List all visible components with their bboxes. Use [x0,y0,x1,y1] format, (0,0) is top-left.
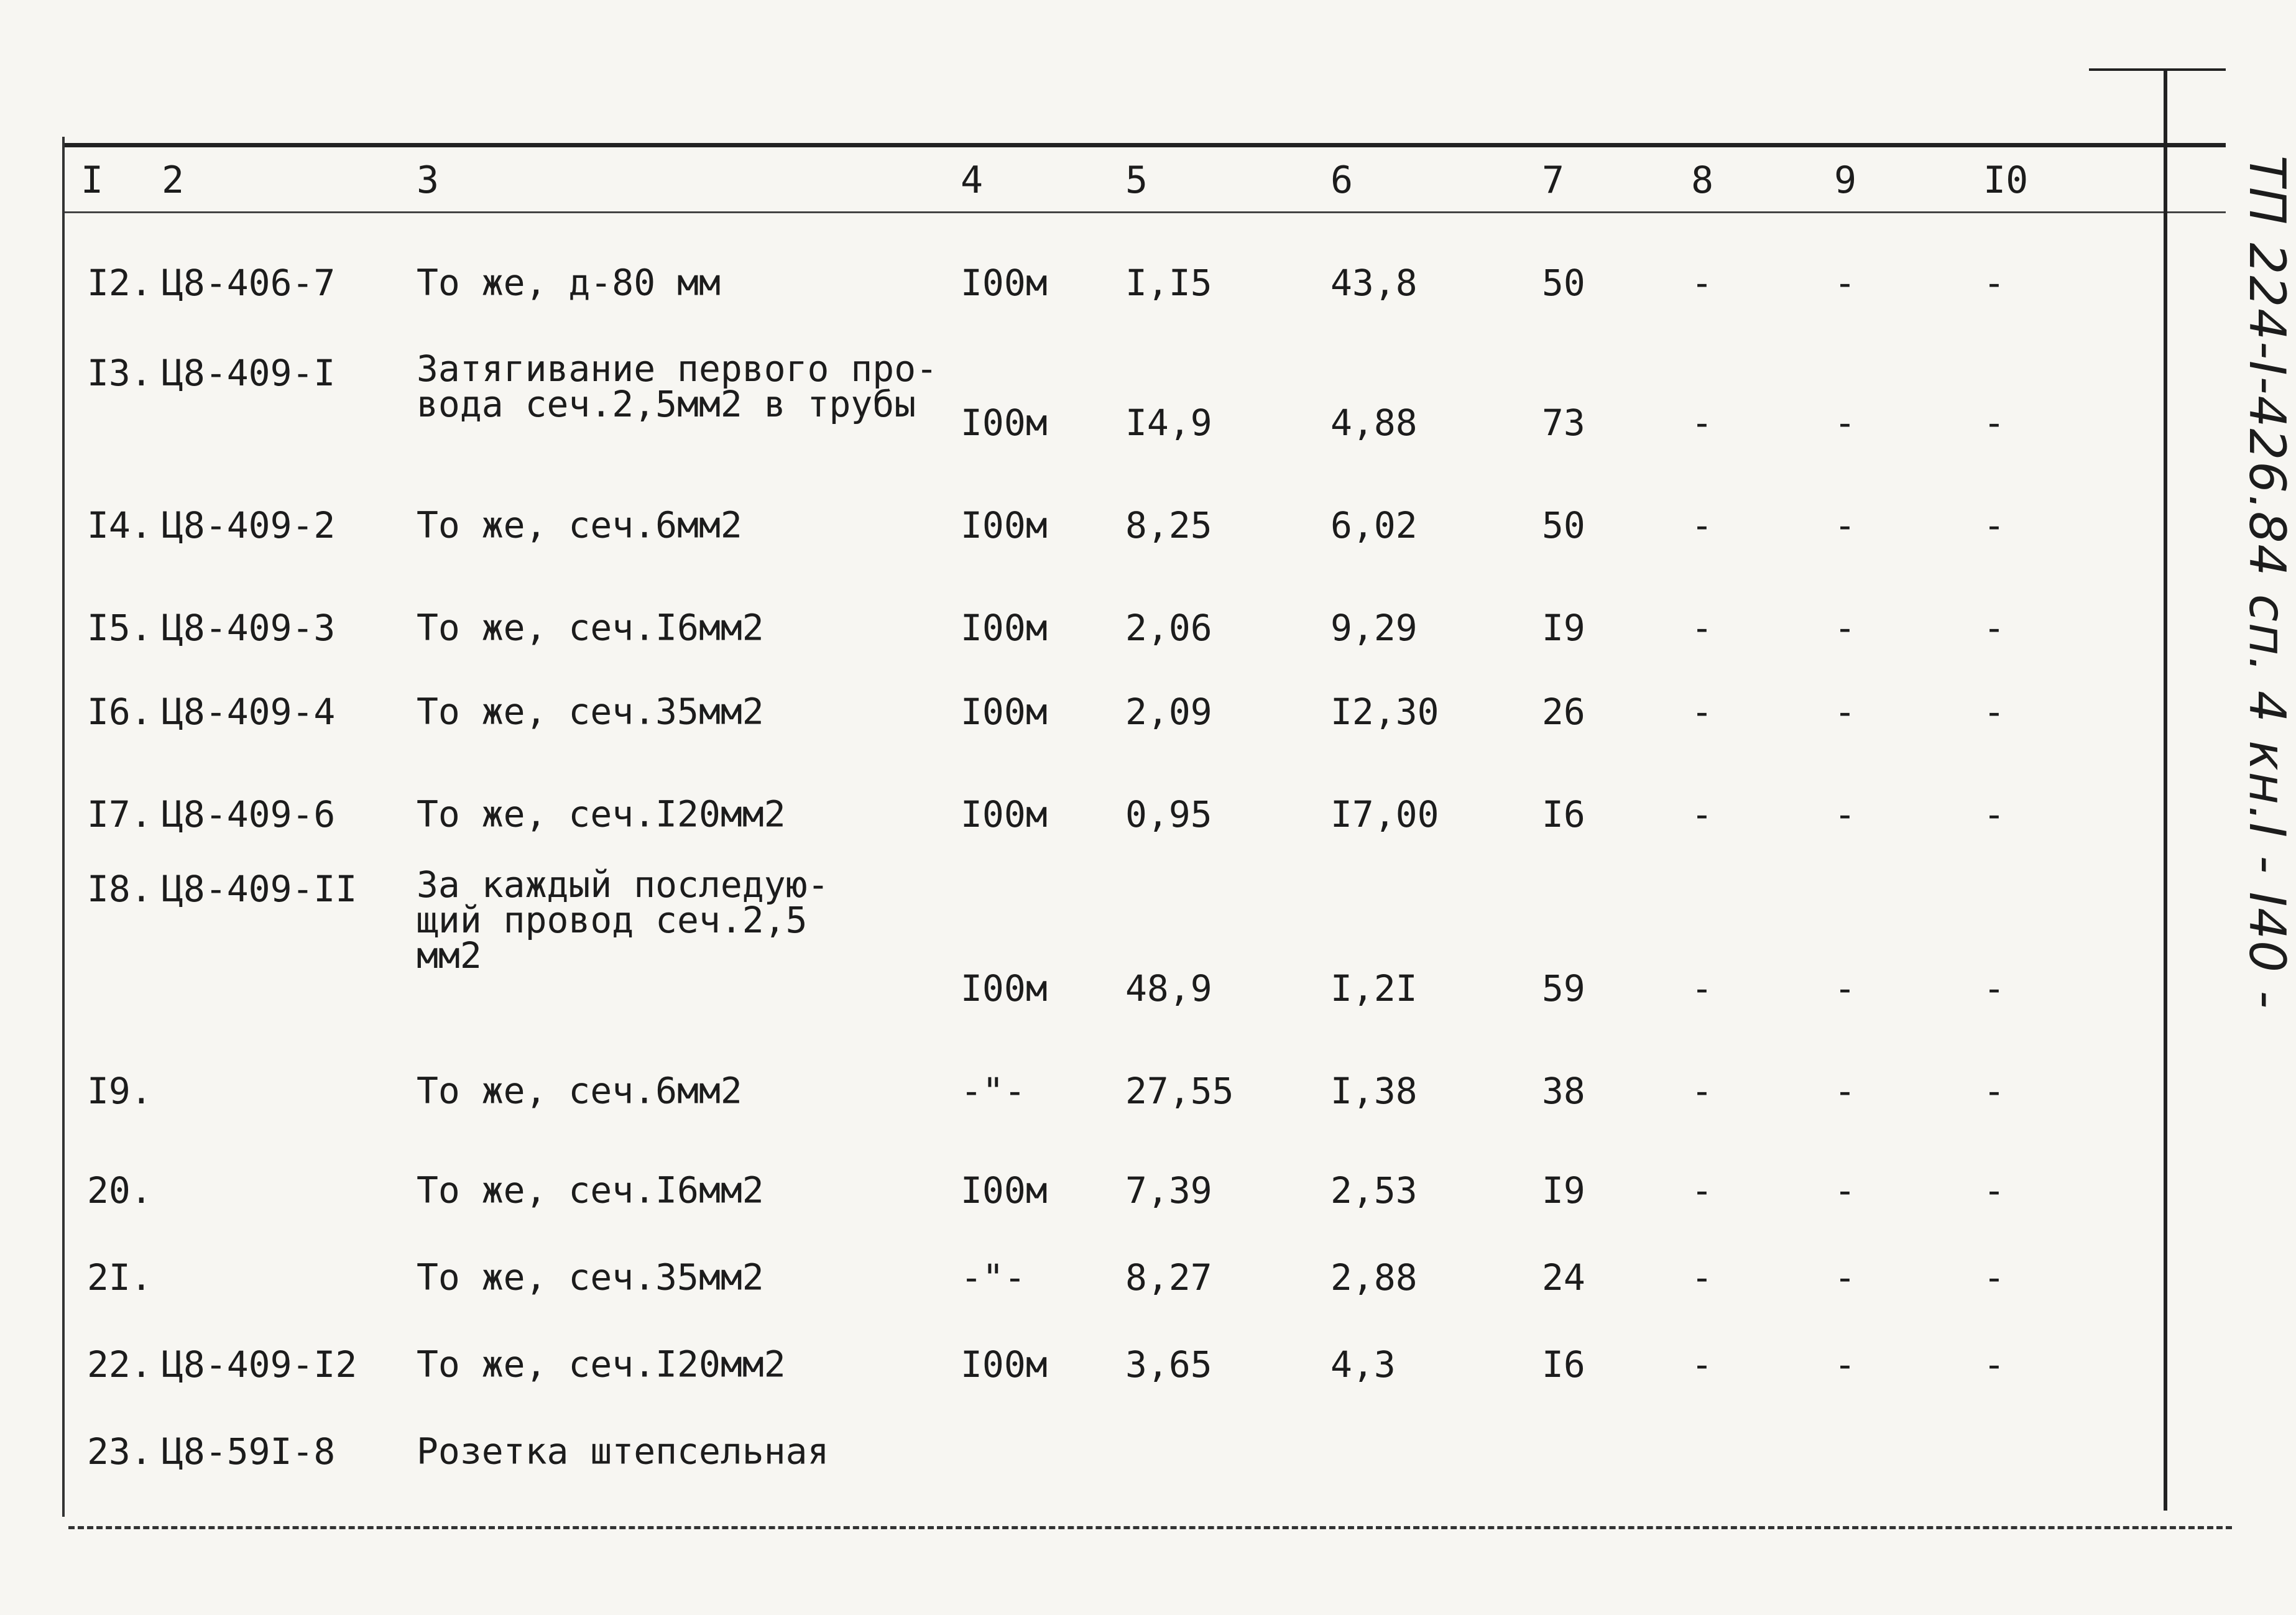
left-border [62,137,65,1517]
col-7-value: 50 [1542,504,1585,546]
col-10-value: - [1983,262,2005,304]
row-number: I5. [87,607,152,649]
col-7-value: 59 [1542,967,1585,1010]
col-7-value: I9 [1542,607,1585,649]
col-5-value: 3,65 [1125,1343,1212,1386]
col-5-value: 2,06 [1125,607,1212,649]
col-10-value: - [1983,1169,2005,1212]
unit: I00м [961,402,1048,444]
col-6-value: I7,00 [1330,793,1439,835]
col-10-value: - [1983,691,2005,733]
price-code: Ц8-409-4 [162,691,336,733]
col-5-value: 8,27 [1125,1256,1212,1299]
price-code: Ц8-409-2 [162,504,336,546]
side-stamp-label: ТП 224-I-426.84 сп. 4 кн.I - I40 - [2238,155,2296,1010]
work-description: То же, д-80 мм [417,261,721,304]
col-5-value: 8,25 [1125,504,1212,546]
row-number: I4. [87,504,152,546]
unit: I00м [961,1169,1048,1212]
row-number: I8. [87,868,152,910]
col-10-value: - [1983,1343,2005,1386]
unit: I00м [961,793,1048,835]
work-description: За каждый последую- щий провод сеч.2,5 мм2 [417,863,829,977]
col-10-value: - [1983,793,2005,835]
work-description: То же, сеч.6мм2 [417,1069,742,1112]
col-8-value: - [1691,262,1713,304]
row-number: 20. [87,1169,152,1212]
header-col-4: 4 [961,159,984,202]
col-5-value: I4,9 [1125,402,1212,444]
work-description: Розетка штепсельная [417,1430,829,1473]
col-6-value: 4,3 [1330,1343,1396,1386]
header-col-2: 2 [162,159,185,202]
col-9-value: - [1834,1343,1856,1386]
col-5-value: 27,55 [1125,1070,1234,1112]
header-col-6: 6 [1330,159,1353,202]
col-9-value: - [1834,1256,1856,1299]
work-description: То же, сеч.35мм2 [417,1256,764,1299]
col-9-value: - [1834,262,1856,304]
col-9-value: - [1834,793,1856,835]
unit: I00м [961,504,1048,546]
unit: I00м [961,1343,1048,1386]
header-col-7: 7 [1542,159,1565,202]
col-10-value: - [1983,504,2005,546]
work-description: То же, сеч.I6мм2 [417,606,764,649]
col-8-value: - [1691,691,1713,733]
col-8-value: - [1691,1256,1713,1299]
col-7-value: I6 [1542,1343,1585,1386]
col-6-value: 4,88 [1330,402,1418,444]
col-6-value: 2,53 [1330,1169,1418,1212]
row-number: 2I. [87,1256,152,1299]
row-number: I7. [87,793,152,835]
col-10-value: - [1983,607,2005,649]
table-top-rule [62,143,2226,147]
row-number: I9. [87,1070,152,1112]
right-border [2164,68,2167,1511]
unit: I00м [961,607,1048,649]
col-7-value: 73 [1542,402,1585,444]
col-9-value: - [1834,1070,1856,1112]
col-6-value: I,2I [1330,967,1418,1010]
col-8-value: - [1691,967,1713,1010]
col-6-value: 6,02 [1330,504,1418,546]
price-code: Ц8-409-I2 [162,1343,357,1386]
col-6-value: 9,29 [1330,607,1418,649]
col-8-value: - [1691,504,1713,546]
col-8-value: - [1691,793,1713,835]
col-7-value: 24 [1542,1256,1585,1299]
work-description: Затягивание первого про- вода сеч.2,5мм2 в трубы [417,347,938,425]
col-8-value: - [1691,607,1713,649]
row-number: I2. [87,262,152,304]
header-col-8: 8 [1691,159,1714,202]
col-7-value: I6 [1542,793,1585,835]
col-7-value: 26 [1542,691,1585,733]
row-number: 22. [87,1343,152,1386]
col-10-value: - [1983,967,2005,1010]
col-9-value: - [1834,1169,1856,1212]
col-10-value: - [1983,1070,2005,1112]
col-10-value: - [1983,1256,2005,1299]
col-7-value: I9 [1542,1169,1585,1212]
header-bottom-rule [62,211,2226,213]
work-description: То же, сеч.I20мм2 [417,1343,786,1386]
header-col-10: I0 [1983,159,2029,202]
work-description: То же, сеч.35мм2 [417,690,764,733]
col-9-value: - [1834,504,1856,546]
row-number: 23. [87,1430,152,1473]
header-col-1: I [81,159,104,202]
col-5-value: 48,9 [1125,967,1212,1010]
price-code: Ц8-409-3 [162,607,336,649]
col-5-value: I,I5 [1125,262,1212,304]
col-9-value: - [1834,607,1856,649]
work-description: То же, сеч.I6мм2 [417,1169,764,1212]
col-5-value: 7,39 [1125,1169,1212,1212]
price-code: Ц8-409-II [162,868,357,910]
col-7-value: 50 [1542,262,1585,304]
col-9-value: - [1834,691,1856,733]
col-7-value: 38 [1542,1070,1585,1112]
col-8-value: - [1691,402,1713,444]
col-10-value: - [1983,402,2005,444]
price-code: Ц8-406-7 [162,262,336,304]
price-code: Ц8-409-6 [162,793,336,835]
work-description: То же, сеч.6мм2 [417,504,742,546]
col-9-value: - [1834,402,1856,444]
unit: I00м [961,691,1048,733]
unit: I00м [961,967,1048,1010]
unit: I00м [961,262,1048,304]
col-5-value: 0,95 [1125,793,1212,835]
col-8-value: - [1691,1343,1713,1386]
bottom-dashed-rule [68,1526,2232,1529]
col-6-value: 43,8 [1330,262,1418,304]
header-col-5: 5 [1125,159,1148,202]
work-description: То же, сеч.I20мм2 [417,793,786,835]
row-number: I6. [87,691,152,733]
price-code: Ц8-59I-8 [162,1430,336,1473]
header-col-9: 9 [1834,159,1857,202]
col-8-value: - [1691,1169,1713,1212]
unit: -"- [961,1256,1026,1299]
col-6-value: 2,88 [1330,1256,1418,1299]
header-col-3: 3 [417,159,440,202]
col-6-value: I,38 [1330,1070,1418,1112]
col-9-value: - [1834,967,1856,1010]
row-number: I3. [87,352,152,394]
col-8-value: - [1691,1070,1713,1112]
right-top-tick [2089,68,2226,71]
col-5-value: 2,09 [1125,691,1212,733]
price-code: Ц8-409-I [162,352,336,394]
col-6-value: I2,30 [1330,691,1439,733]
unit: -"- [961,1070,1026,1112]
